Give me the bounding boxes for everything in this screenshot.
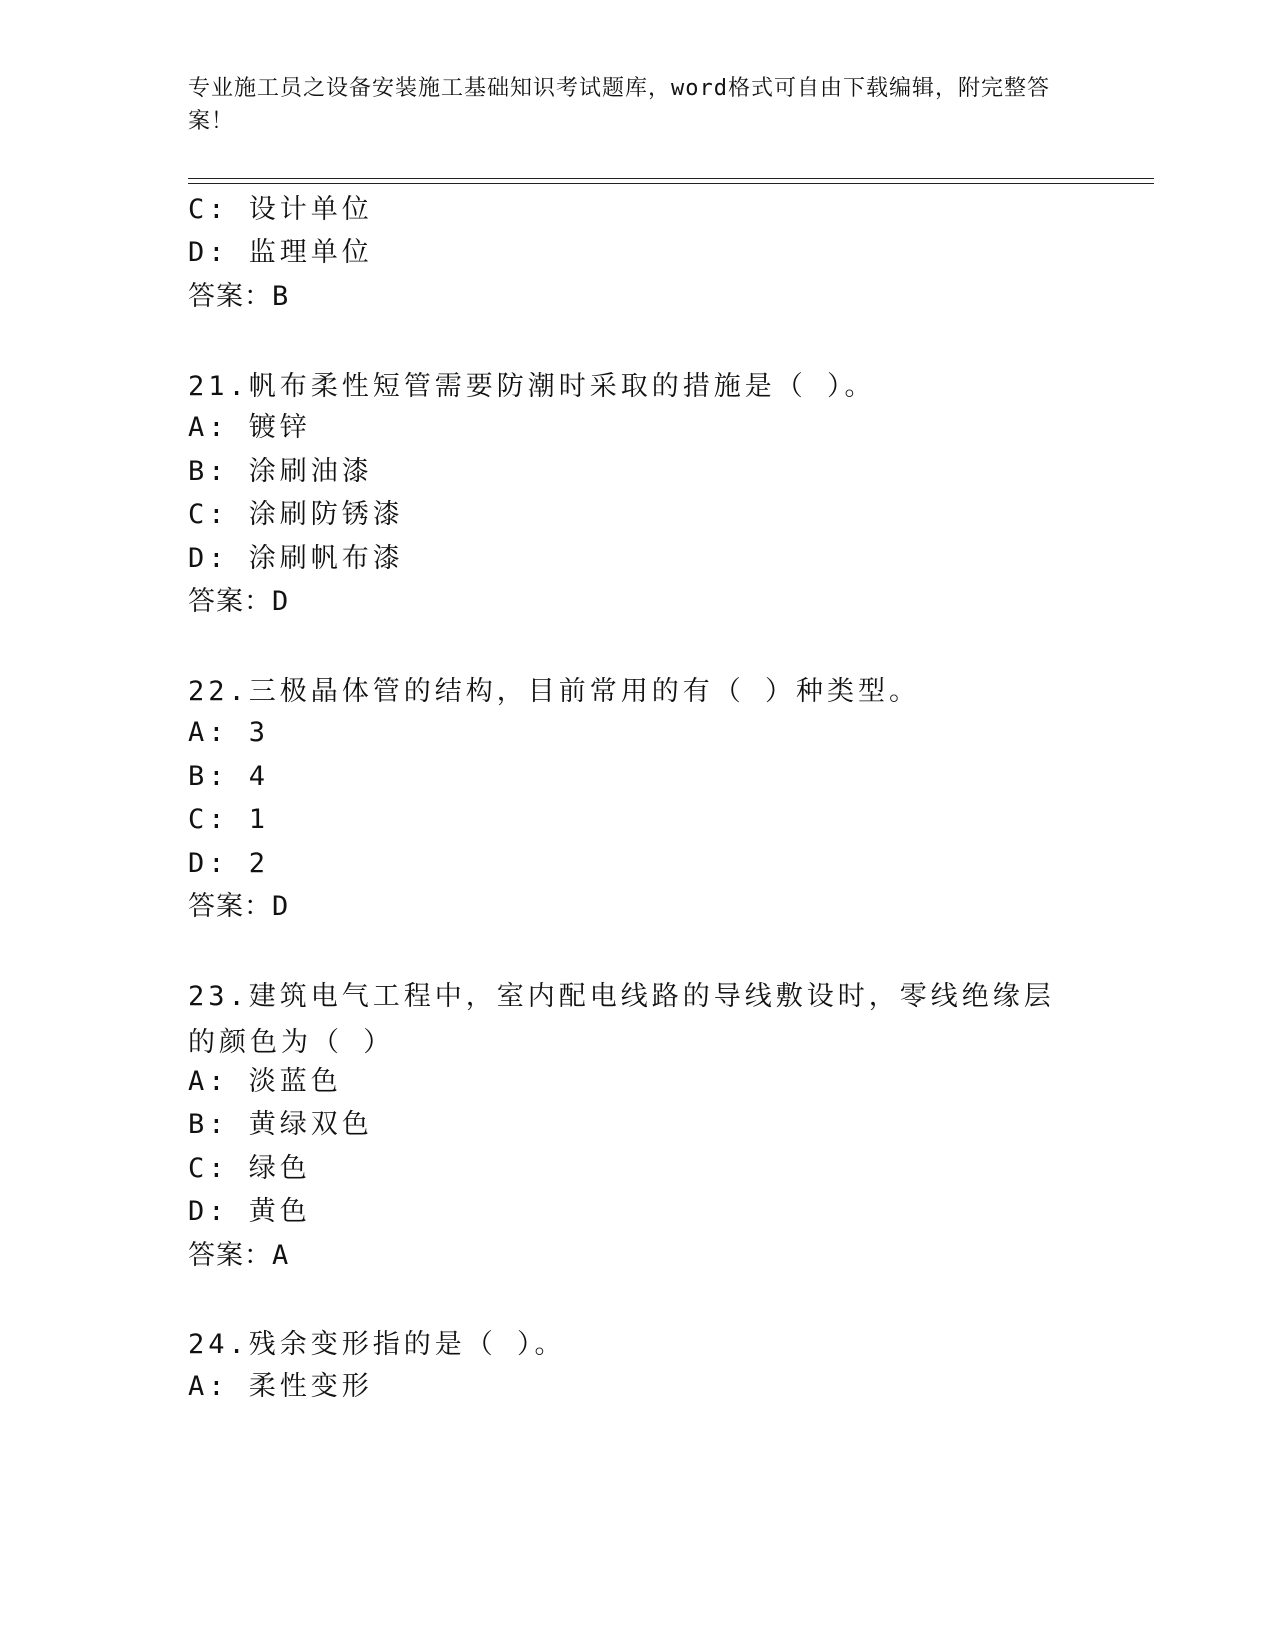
option-d: D: 涂刷帆布漆: [188, 543, 404, 574]
header-divider-top: [188, 178, 1154, 179]
option-c: C: 绿色: [188, 1153, 311, 1184]
option-a: A: 柔性变形: [188, 1371, 373, 1402]
option-a: A: 淡蓝色: [188, 1066, 342, 1097]
question-stem: 21.帆布柔性短管需要防潮时采取的措施是（ ）。: [188, 371, 876, 402]
question-stem: 23.建筑电气工程中，室内配电线路的导线敷设时，零线绝缘层的颜色为（ ）: [188, 981, 1055, 1058]
question-stem: 24.残余变形指的是（ ）。: [188, 1329, 566, 1360]
option-b: B: 涂刷油漆: [188, 456, 373, 487]
option-d: D: 监理单位: [188, 237, 373, 268]
option-d: D: 黄色: [188, 1196, 311, 1227]
option-b: B: 黄绿双色: [188, 1109, 373, 1140]
document-header: 专业施工员之设备安装施工基础知识考试题库，word格式可自由下载编辑，附完整答案！: [188, 76, 1050, 134]
answer: 答案：B: [188, 281, 290, 312]
question-stem: 22.三极晶体管的结构，目前常用的有（ ）种类型。: [188, 676, 921, 707]
option-a: A: 3: [188, 717, 270, 748]
answer: 答案：D: [188, 891, 290, 922]
option-c: C: 设计单位: [188, 194, 373, 225]
option-d: D: 2: [188, 848, 270, 879]
option-c: C: 涂刷防锈漆: [188, 499, 404, 530]
answer: 答案：D: [188, 586, 290, 617]
answer: 答案：A: [188, 1240, 290, 1271]
option-c: C: 1: [188, 804, 270, 835]
option-b: B: 4: [188, 761, 270, 792]
header-divider-bottom: [188, 183, 1154, 184]
option-a: A: 镀锌: [188, 412, 311, 443]
